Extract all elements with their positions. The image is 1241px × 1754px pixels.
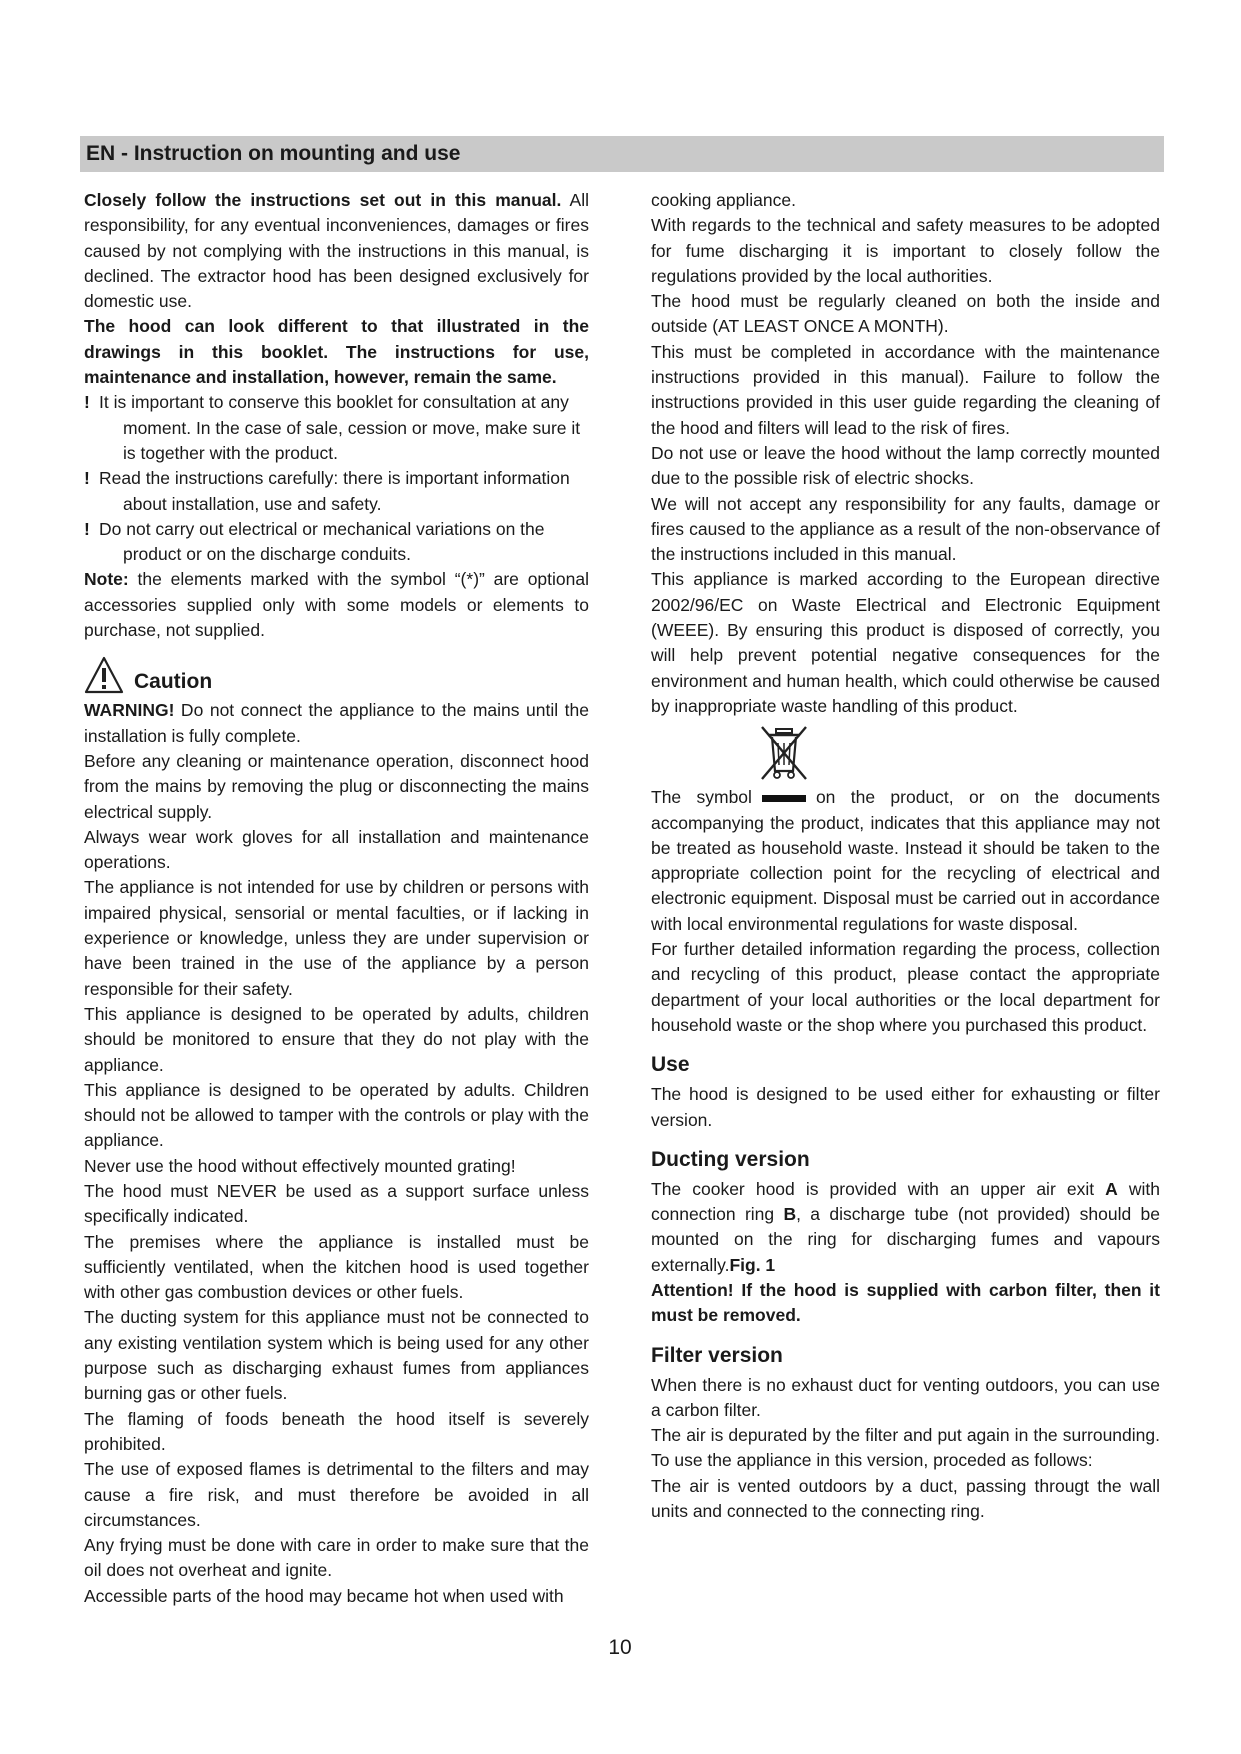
safety-paragraph: The use of exposed flames is detrimental to the filters and may cause a fire risk, and must therefore be avoided in all circumstances. xyxy=(84,1459,589,1530)
info-paragraph: We will not accept any responsibility for any faults, damage or fires caused to the appliance as a result of the non-observance of the instructions included in this manual. xyxy=(651,493,1160,565)
safety-paragraph: Always wear work gloves for all installation and maintenance operations. xyxy=(84,826,589,873)
warning-paragraph xyxy=(84,698,589,749)
note-label: Note: xyxy=(84,569,129,590)
bullet-item: ! It is important to conserve this booklet for consultation at any moment. In the case of sale, cession or move, make sure it is together with the product. xyxy=(84,392,581,463)
info-paragraph: The hood must be regularly cleaned on both the inside and outside (AT LEAST ONCE A MONTH). xyxy=(651,291,1160,337)
page-title: EN - Instruction on mounting and use xyxy=(86,142,461,165)
ducting-paragraph: The cooker hood is provided with an upper air exit A with connection ring B, a discharge tube (not provided) should be mounted on the ring for discharging fumes and vapours externally.Fig. 1 xyxy=(651,1178,1160,1275)
safety-paragraph: The premises where the appliance is installed must be sufficiently ventilated, when the kitchen hood is used together with other gas combustion devices or other fuels. xyxy=(84,1231,589,1303)
filter-paragraph: The air is depurated by the filter and put again in the surrounding. To use the appliance in this version, proceded as follows: xyxy=(651,1425,1160,1471)
exclamation-icon: ! xyxy=(84,518,90,539)
safety-paragraph: The ducting system for this appliance must not be connected to any existing ventilation system which is being used for any other purpose such as discharging exhaust fumes from appliances burning gas or other fuels. xyxy=(84,1307,589,1404)
symbol-paragraph: The symbol on the product, or on the documents accompanying the product, indicates that this appliance may not be treated as household waste. Instead it should be taken to the appropriate collection point for the recycling of electrical and electronic equipment. Disposal must be carried out in accordance with local environmental regulations for waste disposal. xyxy=(651,787,1160,934)
crossed-bin-icon xyxy=(759,723,809,783)
filter-heading: Filter version xyxy=(651,1343,783,1367)
caution-heading xyxy=(84,656,589,698)
warning-label: WARNING! xyxy=(84,700,175,721)
info-paragraph: Do not use or leave the hood without the lamp correctly mounted due to the possible risk of electric shocks. xyxy=(651,442,1160,489)
note-text: the elements marked with the symbol “(*)” are optional accessories supplied only with some models or elements to purchase, not supplied. xyxy=(84,569,589,641)
left-column xyxy=(84,188,589,1609)
weee-bar-icon xyxy=(762,795,806,802)
safety-paragraph: Before any cleaning or maintenance operation, disconnect hood from the mains by removing the plug or disconnecting the mains electrical supply. xyxy=(84,750,589,822)
intro-rest: All responsibility, for any eventual inconveniences, damages or fires caused by not complying with the instructions in this manual, is declined. The extractor hood has been designed exclusively for domestic use. xyxy=(84,190,589,312)
info-paragraph: cooking appliance. xyxy=(651,190,796,210)
figure-reference: Fig. 1 xyxy=(729,1254,776,1275)
intro-paragraph xyxy=(84,188,589,314)
intro-bold: Closely follow the instructions set out in this manual. xyxy=(84,190,562,210)
weee-symbol xyxy=(651,723,1160,785)
safety-paragraph: Never use the hood without effectively mounted grating! xyxy=(84,1155,516,1176)
use-paragraph: The hood is designed to be used either for exhausting or filter version. xyxy=(651,1084,1160,1130)
use-heading: Use xyxy=(651,1053,690,1077)
ducting-heading: Ducting version xyxy=(651,1147,810,1171)
further-info-paragraph: For further detailed information regarding the process, collection and recycling of this product, please contact the appropriate department of your local authorities or the local department for household waste or the shop where you purchased this product. xyxy=(651,939,1160,1035)
safety-paragraph: Any frying must be done with care in order to make sure that the oil does not overheat and ignite. xyxy=(84,1535,589,1581)
note-paragraph xyxy=(84,567,589,643)
info-paragraph: This must be completed in accordance with the maintenance instructions provided in this manual). Failure to follow the instructions provided in this user guide regarding the cleaning of the hood and filters will lead to the risk of fires. xyxy=(651,341,1160,438)
warning-text: Do not connect the appliance to the mains until the installation is fully complete. xyxy=(84,700,589,746)
safety-paragraph: The hood must NEVER be used as a support surface unless specifically indicated. xyxy=(84,1180,589,1227)
header-bar xyxy=(80,136,1164,172)
attention-note: Attention! If the hood is supplied with carbon filter, then it must be removed. xyxy=(651,1279,1160,1326)
right-column xyxy=(651,188,1160,1524)
info-paragraph: With regards to the technical and safety measures to be adopted for fume discharging it is important to closely follow the regulations provided by the local authorities. xyxy=(651,215,1160,286)
info-paragraph: This appliance is marked according to the European directive 2002/96/EC on Waste Electrical and Electronic Equipment (WEEE). By ensuring this product is disposed of correctly, you will help prevent potential negative consequences for the environment and human health, which could otherwise be caused by inappropriate waste handling of this product. xyxy=(651,569,1160,716)
filter-paragraph: The air is vented outdoors by a duct, passing througt the wall units and connected to the connecting ring. xyxy=(651,1475,1160,1522)
safety-paragraph: This appliance is designed to be operated by adults, children should be monitored to ensure that they do not play with the appliance. xyxy=(84,1003,589,1075)
caution-title: Caution xyxy=(134,670,213,694)
safety-paragraph: Accessible parts of the hood may became hot when used with xyxy=(84,1585,564,1606)
filter-paragraph: When there is no exhaust duct for venting outdoors, you can use a carbon filter. xyxy=(651,1374,1160,1420)
safety-paragraph: The appliance is not intended for use by children or persons with impaired physical, sensorial or mental faculties, or if lacking in experience or knowledge, unless they are under supervision or have been trained in the use of the appliance by a person responsible for their safety. xyxy=(84,877,589,999)
exclamation-icon: ! xyxy=(84,392,90,413)
warning-triangle-icon xyxy=(84,656,124,694)
safety-paragraph: The flaming of foods beneath the hood itself is severely prohibited. xyxy=(84,1408,589,1454)
page-number: 10 xyxy=(608,1636,632,1659)
safety-paragraph: This appliance is designed to be operated by adults. Children should not be allowed to tamper with the controls or play with the appliance. xyxy=(84,1079,589,1151)
exclamation-icon: ! xyxy=(84,468,90,489)
bullet-item: ! Do not carry out electrical or mechanical variations on the product or on the discharge conduits. xyxy=(84,518,545,565)
bullet-item: ! Read the instructions carefully: there is important information about installation, use and safety. xyxy=(84,468,570,514)
look-different-note: The hood can look different to that illustrated in the drawings in this booklet. The instructions for use, maintenance and installation, however, remain the same. xyxy=(84,316,589,388)
